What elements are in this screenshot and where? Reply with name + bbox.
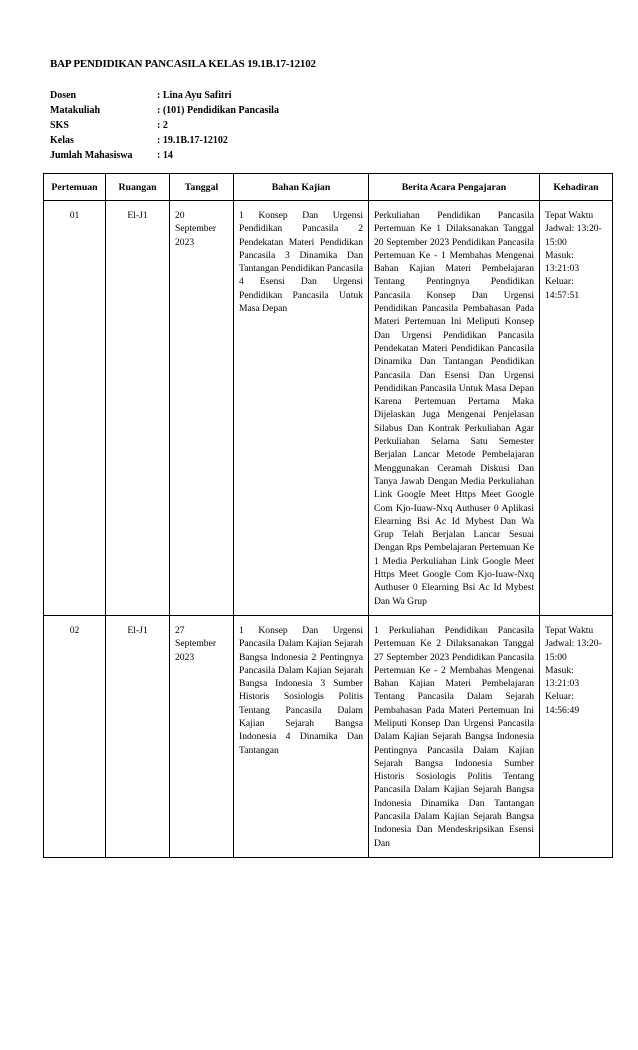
cell-kehadiran bbox=[540, 201, 613, 616]
cell-bahan-kajian: 1 Konsep Dan Urgensi Pancasila Dalam Kajian Sejarah Bangsa Indonesia 2 Pentingnya Pancasila Dalam Kajian Sejarah Bangsa Indonesia 3 Sumber Historis Sosiologis Politis Tentang Pancasila Dalam Kajian Sejarah Bangsa Indonesia 4 Dinamika Dan Tantangan bbox=[234, 615, 369, 857]
column-header-tanggal: Tanggal bbox=[170, 174, 234, 201]
info-row-kelas bbox=[50, 133, 279, 148]
cell-pertemuan: 01 bbox=[44, 201, 106, 616]
info-value: : (101) Pendidikan Pancasila bbox=[157, 105, 279, 116]
attendance-check-out: Keluar: 14:56:49 bbox=[545, 691, 580, 716]
attendance-check-in: Masuk: 13:21:03 bbox=[545, 249, 580, 275]
attendance-status: Tepat Waktu bbox=[545, 624, 594, 636]
cell-berita-acara: 1 Perkuliahan Pendidikan Pancasila Pertemuan Ke 2 Dilaksanakan Tanggal 27 September 2023 Pendidikan Pancasila Pertemuan Ke - 2 Membahas Mengenai Bahan Kajian Materi Pembelajaran Tentang Pancasila Dalam Sejarah Pembahasan Pada Materi Pertemuan Ini Meliputi Konsep Dan Urgensi Pancasila Dalam Kajian Sejarah Bangsa Indonesia Pentingnya Pancasila Dalam Kajian Sejarah Bangsa Indonesia Sumber Historis Sosiologis Politis Tentang Pancasila Dalam Kajian Sejarah Bangsa Indonesia Dinamika Dan Tantangan Pancasila Dalam Kajian Sejarah Bangsa Indonesia Dan Mendeskripsikan Esensi Dan bbox=[369, 615, 540, 857]
column-header-kehadiran: Kehadiran bbox=[540, 174, 613, 201]
cell-kehadiran bbox=[540, 615, 613, 857]
info-value: : 14 bbox=[157, 150, 173, 161]
cell-tanggal: 20 September 2023 bbox=[170, 201, 234, 616]
attendance-check-out: Keluar: 14:57:51 bbox=[545, 276, 580, 301]
column-header-berita-acara: Berita Acara Pengajaran bbox=[369, 174, 540, 201]
column-header-bahan-kajian: Bahan Kajian bbox=[234, 174, 369, 201]
info-row-jumlah-mahasiswa bbox=[50, 148, 279, 163]
cell-tanggal: 27 September 2023 bbox=[170, 615, 234, 857]
cell-ruangan: El-J1 bbox=[106, 615, 170, 857]
table-row bbox=[44, 615, 613, 857]
info-label: Jumlah Mahasiswa bbox=[50, 150, 133, 161]
column-header-pertemuan: Pertemuan bbox=[44, 174, 106, 201]
info-label: Kelas bbox=[50, 135, 74, 146]
table-header-row bbox=[44, 174, 613, 201]
bap-table bbox=[43, 173, 613, 858]
info-row-matakuliah bbox=[50, 103, 279, 118]
info-row-dosen bbox=[50, 88, 279, 103]
cell-bahan-kajian: 1 Konsep Dan Urgensi Pendidikan Pancasila 2 Pendekatan Materi Pendidikan Pancasila 3 Dinamika Dan Tantangan Pendidikan Pancasila 4 Esensi Dan Urgensi Pendidikan Pancasila Untuk Masa Depan bbox=[234, 201, 369, 616]
cell-ruangan: El-J1 bbox=[106, 201, 170, 616]
document-title: BAP PENDIDIKAN PANCASILA KELAS 19.1B.17-12102 bbox=[50, 58, 316, 70]
cell-berita-acara: Perkuliahan Pendidikan Pancasila Pertemuan Ke 1 Dilaksanakan Tanggal 20 September 2023 Pendidikan Pancasila Pertemuan Ke - 1 Membahas Mengenai Bahan Kajian Materi Pembelajaran Tentang Pentingnya Pendidikan Pancasila Konsep Dan Urgensi Pendidikan Pancasila Pembahasan Pada Materi Pertemuan Ini Meliputi Konsep Dan Urgensi Pendidikan Pancasila Pendekatan Materi Pendidikan Pancasila Dinamika Dan Tantangan Pendidikan Pancasila Dan Esensi Dan Urgensi Pendidikan Pancasila Untuk Masa Depan Karena Pertemuan Pertama Maka Dijelaskan Juga Mengenai Penjelasan Silabus Dan Kontrak Perkuliahan Agar Perkuliahan Selama Satu Semester Berjalan Lancar Metode Pembelajaran Menggunakan Ceramah Diskusi Dan Tanya Jawab Dengan Media Perkuliahan Link Google Meet Https Meet Google Com Kjo-Iuaw-Nxq Authuser 0 Aplikasi Elearning Bsi Ac Id Mybest Dan Wa Grup Telah Berjalan Lancar Sesuai Dengan Rps Pembelajaran Pertemuan Ke 1 Media Perkuliahan Link Google Meet Https Meet Google Com Kjo-Iuaw-Nxq Authuser 0 Elearning Bsi Ac Id Mybest Dan Wa Grup bbox=[369, 201, 540, 616]
info-value: : 19.1B.17-12102 bbox=[157, 135, 228, 146]
info-label: Matakuliah bbox=[50, 105, 101, 116]
table-row bbox=[44, 201, 613, 616]
course-info bbox=[50, 88, 279, 163]
attendance-schedule: Jadwal: 13:20-15:00 bbox=[545, 638, 602, 663]
attendance-check-in: Masuk: 13:21:03 bbox=[545, 664, 580, 690]
attendance-schedule: Jadwal: 13:20-15:00 bbox=[545, 223, 602, 248]
column-header-ruangan: Ruangan bbox=[106, 174, 170, 201]
info-label: Dosen bbox=[50, 90, 77, 101]
info-label: SKS bbox=[50, 120, 69, 131]
attendance-status: Tepat Waktu bbox=[545, 210, 594, 221]
info-value: : 2 bbox=[157, 120, 168, 131]
info-value: : Lina Ayu Safitri bbox=[157, 90, 232, 101]
info-row-sks bbox=[50, 118, 279, 133]
cell-pertemuan: 02 bbox=[44, 615, 106, 857]
